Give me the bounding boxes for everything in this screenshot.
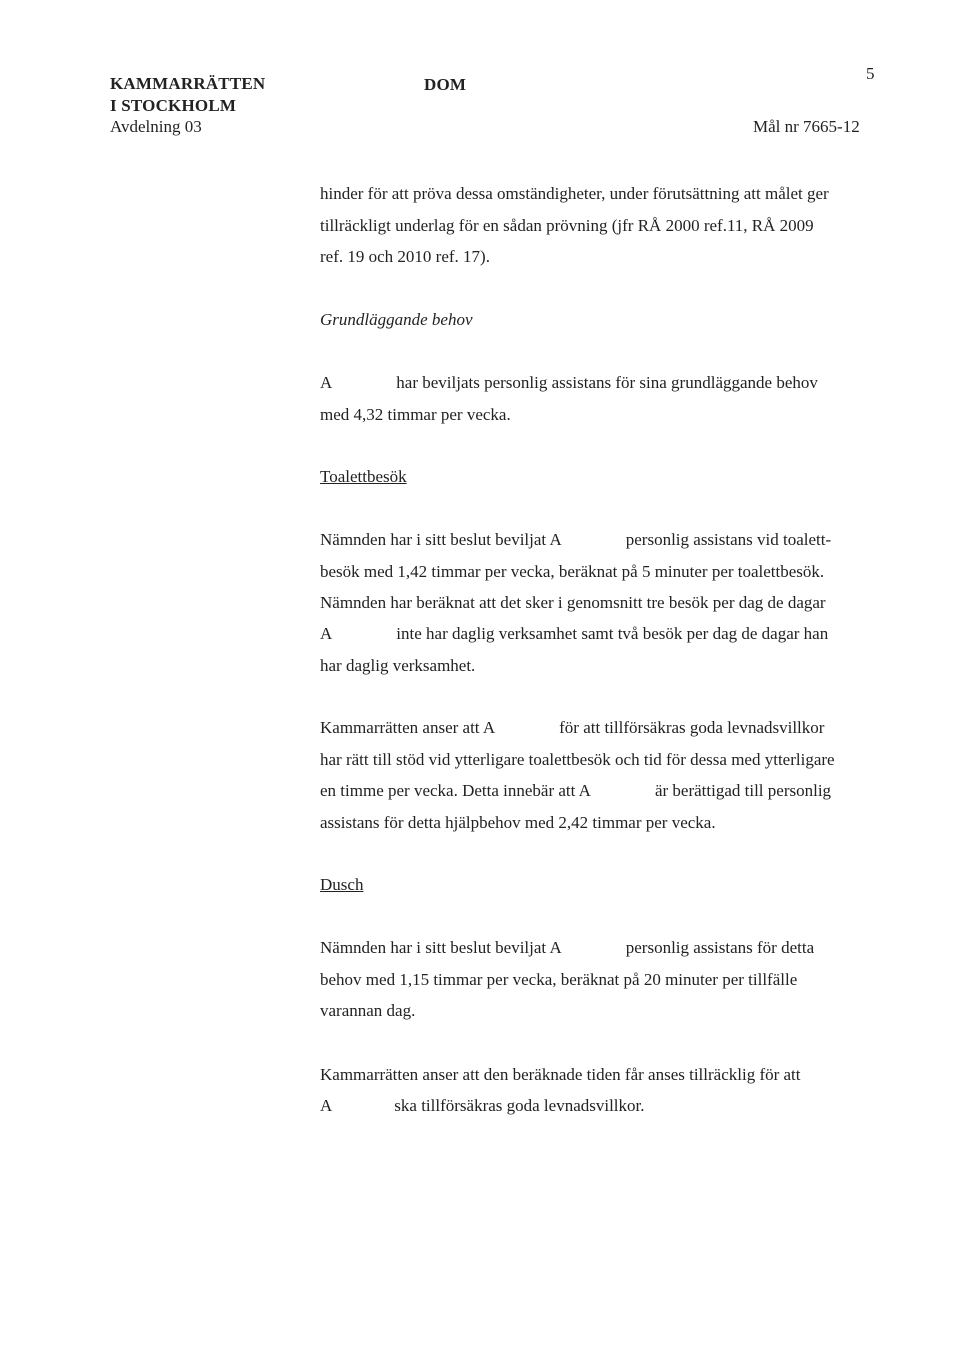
text-fragment: ska tillförsäkras goda levnadsvillkor. bbox=[394, 1096, 645, 1115]
text-line bbox=[320, 718, 824, 738]
page-number: 5 bbox=[866, 64, 875, 83]
heading-shower: Dusch bbox=[320, 875, 364, 894]
redacted-name-prefix: A bbox=[320, 624, 333, 643]
document-type: DOM bbox=[424, 75, 467, 94]
text-fragment: för att tillförsäkras goda levnadsvillkor bbox=[559, 718, 825, 737]
text-line: besök med 1,42 timmar per vecka, beräknat på 5 minuter per toalettbesök. bbox=[320, 562, 825, 581]
text-fragment: Nämnden har i sitt beslut beviljat A bbox=[320, 938, 562, 957]
text-line bbox=[320, 530, 831, 550]
redacted-name-prefix: A bbox=[320, 373, 333, 392]
text-line: med 4,32 timmar per vecka. bbox=[320, 405, 511, 424]
text-line bbox=[320, 373, 818, 393]
text-fragment: är berättigad till personlig bbox=[654, 781, 832, 800]
text-line: assistans för detta hjälpbehov med 2,42 timmar per vecka. bbox=[320, 813, 716, 832]
text-line: ref. 19 och 2010 ref. 17). bbox=[320, 247, 490, 266]
text-fragment: personlig assistans för detta bbox=[625, 938, 815, 957]
redacted-name-prefix: A bbox=[320, 1096, 333, 1115]
text-line: behov med 1,15 timmar per vecka, beräknat på 20 minuter per tillfälle bbox=[320, 970, 798, 989]
text-fragment: inte har daglig verksamhet samt två besök per dag de dagar han bbox=[396, 624, 829, 643]
text-fragment: Kammarrätten anser att A bbox=[320, 718, 496, 737]
text-line: tillräckligt underlag för en sådan prövning (jfr RÅ 2000 ref.11, RÅ 2009 bbox=[320, 216, 814, 235]
text-line bbox=[320, 1096, 645, 1116]
court-name-line2: I STOCKHOLM bbox=[110, 96, 237, 115]
case-number: Mål nr 7665-12 bbox=[753, 117, 860, 136]
text-line bbox=[320, 781, 831, 801]
text-line: hinder för att pröva dessa omständigheter, under förutsättning att målet ger bbox=[320, 184, 829, 203]
text-line: har daglig verksamhet. bbox=[320, 656, 476, 675]
heading-toilet-visits: Toalettbesök bbox=[320, 467, 407, 486]
text-fragment: Nämnden har i sitt beslut beviljat A bbox=[320, 530, 562, 549]
division-label: Avdelning 03 bbox=[110, 117, 202, 136]
text-line: varannan dag. bbox=[320, 1001, 416, 1020]
text-fragment: personlig assistans vid toalett- bbox=[625, 530, 832, 549]
text-line bbox=[320, 624, 828, 644]
court-name-line1: KAMMARRÄTTEN bbox=[110, 74, 266, 93]
text-line: Nämnden har beräknat att det sker i genomsnitt tre besök per dag de dagar bbox=[320, 593, 826, 612]
text-line: har rätt till stöd vid ytterligare toalettbesök och tid för dessa med ytterligare bbox=[320, 750, 835, 769]
heading-basic-needs: Grundläggande behov bbox=[320, 310, 473, 329]
text-fragment: en timme per vecka. Detta innebär att A bbox=[320, 781, 591, 800]
text-line bbox=[320, 938, 814, 958]
text-line: Kammarrätten anser att den beräknade tiden får anses tillräcklig för att bbox=[320, 1065, 801, 1084]
text-fragment: har beviljats personlig assistans för sina grundläggande behov bbox=[396, 373, 818, 392]
